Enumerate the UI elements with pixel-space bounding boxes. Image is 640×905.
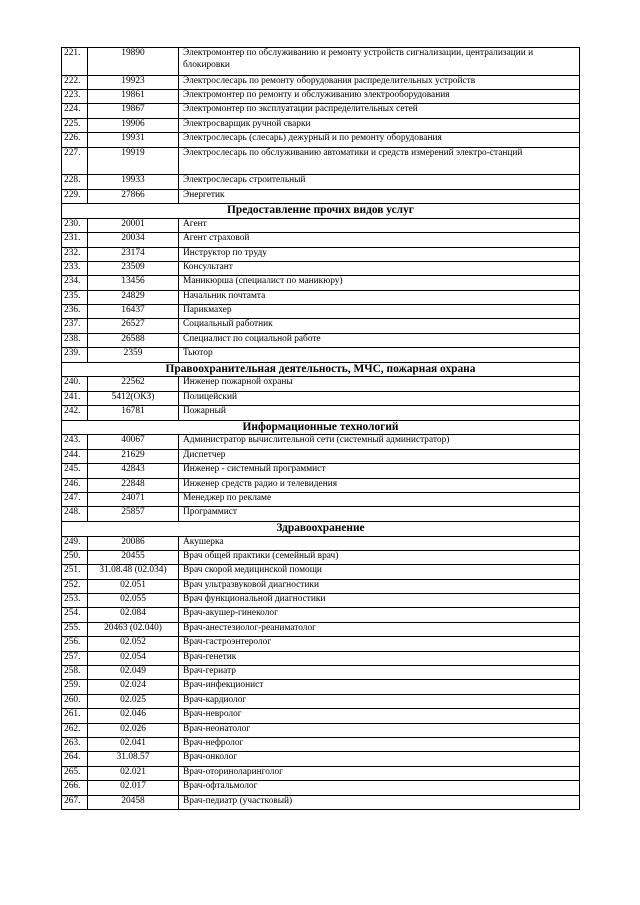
profession-code-cell: 02.021 — [88, 766, 179, 780]
profession-name-cell: Тьютор — [179, 348, 580, 362]
row-number-cell: 261. — [62, 709, 88, 723]
table-row — [62, 492, 580, 506]
profession-code-cell: 25857 — [88, 507, 179, 521]
table-row — [62, 507, 580, 521]
table-row — [62, 579, 580, 593]
row-number-cell: 251. — [62, 565, 88, 579]
profession-name-cell: Электрослесарь по обслуживанию автоматики и средств измерений электро-станций — [179, 147, 580, 175]
profession-name-cell: Врач-неонатолог — [179, 723, 580, 737]
profession-name-cell: Врач общей практики (семейный врач) — [179, 550, 580, 564]
profession-name-cell: Инженер средств радио и телевидения — [179, 478, 580, 492]
table-row — [62, 348, 580, 362]
profession-name-cell: Инженер - системный программист — [179, 464, 580, 478]
profession-name-cell: Врач-гастроэнтеролог — [179, 637, 580, 651]
profession-code-cell: 02.051 — [88, 579, 179, 593]
profession-code-cell: 19861 — [88, 89, 179, 103]
table-row — [62, 550, 580, 564]
row-number-cell: 252. — [62, 579, 88, 593]
row-number-cell: 229. — [62, 189, 88, 203]
row-number-cell: 240. — [62, 377, 88, 391]
table-row — [62, 118, 580, 132]
profession-name-cell: Акушерка — [179, 536, 580, 550]
section-title: Предоставление прочих видов услуг — [62, 203, 580, 218]
row-number-cell: 248. — [62, 507, 88, 521]
row-number-cell: 264. — [62, 752, 88, 766]
profession-code-cell: 19923 — [88, 75, 179, 89]
profession-name-cell: Маникюрша (специалист по маникюру) — [179, 276, 580, 290]
table-row — [62, 478, 580, 492]
profession-code-cell: 23174 — [88, 247, 179, 261]
row-number-cell: 255. — [62, 622, 88, 636]
table-row — [62, 608, 580, 622]
profession-code-cell: 02.049 — [88, 666, 179, 680]
table-row — [62, 709, 580, 723]
profession-code-cell: 5412(ОКЗ) — [88, 391, 179, 405]
profession-code-cell: 19906 — [88, 118, 179, 132]
row-number-cell: 243. — [62, 435, 88, 449]
profession-code-cell: 02.046 — [88, 709, 179, 723]
profession-code-cell: 02.041 — [88, 738, 179, 752]
profession-name-cell: Социальный работник — [179, 319, 580, 333]
table-row — [62, 738, 580, 752]
profession-code-cell: 02.017 — [88, 781, 179, 795]
profession-name-cell: Врач функциональной диагностики — [179, 594, 580, 608]
table-row — [62, 781, 580, 795]
row-number-cell: 222. — [62, 75, 88, 89]
row-number-cell: 246. — [62, 478, 88, 492]
profession-name-cell: Электрослесарь строительный — [179, 175, 580, 189]
profession-code-cell: 31.08.48 (02.034) — [88, 565, 179, 579]
row-number-cell: 228. — [62, 175, 88, 189]
table-row — [62, 75, 580, 89]
section-header-row — [62, 521, 580, 536]
profession-code-cell: 02.024 — [88, 680, 179, 694]
row-number-cell: 225. — [62, 118, 88, 132]
profession-code-cell: 13456 — [88, 276, 179, 290]
profession-code-cell: 02.026 — [88, 723, 179, 737]
table-row — [62, 377, 580, 391]
row-number-cell: 263. — [62, 738, 88, 752]
row-number-cell: 247. — [62, 492, 88, 506]
row-number-cell: 258. — [62, 666, 88, 680]
table-row — [62, 435, 580, 449]
profession-name-cell: Врач-нефролог — [179, 738, 580, 752]
profession-code-cell: 19933 — [88, 175, 179, 189]
profession-code-cell: 20086 — [88, 536, 179, 550]
profession-name-cell: Парикмахер — [179, 305, 580, 319]
table-row — [62, 290, 580, 304]
row-number-cell: 254. — [62, 608, 88, 622]
profession-name-cell: Электромонтер по ремонту и обслуживанию электрооборудования — [179, 89, 580, 103]
profession-name-cell: Электромонтер по обслуживанию и ремонту устройств сигнализации, централизации и блокировки — [179, 48, 580, 76]
row-number-cell: 256. — [62, 637, 88, 651]
table-row — [62, 333, 580, 347]
profession-name-cell: Электромонтер по эксплуатации распределительных сетей — [179, 104, 580, 118]
profession-code-cell: 19919 — [88, 147, 179, 175]
table-row — [62, 133, 580, 147]
profession-name-cell: Агент страховой — [179, 233, 580, 247]
profession-code-cell: 19867 — [88, 104, 179, 118]
row-number-cell: 257. — [62, 651, 88, 665]
table-row — [62, 536, 580, 550]
row-number-cell: 239. — [62, 348, 88, 362]
table-row — [62, 680, 580, 694]
row-number-cell: 249. — [62, 536, 88, 550]
profession-code-cell: 20034 — [88, 233, 179, 247]
profession-code-cell: 2359 — [88, 348, 179, 362]
profession-name-cell: Инструктор по труду — [179, 247, 580, 261]
table-row — [62, 637, 580, 651]
row-number-cell: 234. — [62, 276, 88, 290]
table-row — [62, 276, 580, 290]
row-number-cell: 253. — [62, 594, 88, 608]
profession-name-cell: Врач-невролог — [179, 709, 580, 723]
table-row — [62, 622, 580, 636]
profession-code-cell: 02.052 — [88, 637, 179, 651]
profession-code-cell: 31.08.57 — [88, 752, 179, 766]
section-header-row — [62, 420, 580, 435]
profession-name-cell: Агент — [179, 218, 580, 232]
profession-name-cell: Консультант — [179, 261, 580, 275]
table-row — [62, 48, 580, 76]
professions-table-body — [62, 48, 580, 810]
profession-name-cell: Диспетчер — [179, 449, 580, 463]
profession-name-cell: Электрослесарь (слесарь) дежурный и по ремонту оборудования — [179, 133, 580, 147]
row-number-cell: 238. — [62, 333, 88, 347]
section-title: Правоохранительная деятельность, МЧС, пожарная охрана — [62, 362, 580, 377]
table-row — [62, 694, 580, 708]
row-number-cell: 223. — [62, 89, 88, 103]
table-row — [62, 233, 580, 247]
profession-name-cell: Врач-онколог — [179, 752, 580, 766]
profession-code-cell: 16437 — [88, 305, 179, 319]
profession-code-cell: 26588 — [88, 333, 179, 347]
row-number-cell: 241. — [62, 391, 88, 405]
profession-name-cell: Программист — [179, 507, 580, 521]
table-row — [62, 147, 580, 175]
profession-code-cell: 02.054 — [88, 651, 179, 665]
profession-code-cell: 16781 — [88, 406, 179, 420]
section-header-row — [62, 203, 580, 218]
profession-code-cell: 23509 — [88, 261, 179, 275]
profession-code-cell: 02.025 — [88, 694, 179, 708]
profession-name-cell: Пожарный — [179, 406, 580, 420]
row-number-cell: 224. — [62, 104, 88, 118]
row-number-cell: 226. — [62, 133, 88, 147]
profession-code-cell: 20001 — [88, 218, 179, 232]
row-number-cell: 244. — [62, 449, 88, 463]
row-number-cell: 266. — [62, 781, 88, 795]
section-header-row — [62, 362, 580, 377]
section-title: Информационные технологий — [62, 420, 580, 435]
row-number-cell: 242. — [62, 406, 88, 420]
table-row — [62, 247, 580, 261]
profession-code-cell: 19890 — [88, 48, 179, 76]
profession-code-cell: 02.084 — [88, 608, 179, 622]
table-row — [62, 651, 580, 665]
table-row — [62, 464, 580, 478]
profession-name-cell: Начальник почтамта — [179, 290, 580, 304]
profession-name-cell: Врач ультразвуковой диагностики — [179, 579, 580, 593]
table-row — [62, 391, 580, 405]
row-number-cell: 259. — [62, 680, 88, 694]
profession-name-cell: Врач-офтальмолог — [179, 781, 580, 795]
table-row — [62, 406, 580, 420]
row-number-cell: 227. — [62, 147, 88, 175]
profession-code-cell: 27866 — [88, 189, 179, 203]
profession-code-cell: 24829 — [88, 290, 179, 304]
table-row — [62, 666, 580, 680]
table-row — [62, 89, 580, 103]
row-number-cell: 230. — [62, 218, 88, 232]
profession-code-cell: 20458 — [88, 795, 179, 809]
profession-code-cell: 22848 — [88, 478, 179, 492]
profession-name-cell: Врач-анестезиолог-реаниматолог — [179, 622, 580, 636]
profession-code-cell: 26527 — [88, 319, 179, 333]
profession-code-cell: 20455 — [88, 550, 179, 564]
profession-name-cell: Врач-акушер-гинеколог — [179, 608, 580, 622]
table-row — [62, 305, 580, 319]
row-number-cell: 267. — [62, 795, 88, 809]
table-row — [62, 175, 580, 189]
table-row — [62, 795, 580, 809]
profession-name-cell: Электросварщик ручной сварки — [179, 118, 580, 132]
row-number-cell: 233. — [62, 261, 88, 275]
row-number-cell: 245. — [62, 464, 88, 478]
profession-code-cell: 40067 — [88, 435, 179, 449]
profession-name-cell: Менеджер по рекламе — [179, 492, 580, 506]
table-row — [62, 319, 580, 333]
profession-name-cell: Врач-гериатр — [179, 666, 580, 680]
profession-code-cell: 22562 — [88, 377, 179, 391]
profession-name-cell: Полицейский — [179, 391, 580, 405]
row-number-cell: 265. — [62, 766, 88, 780]
profession-name-cell: Врач-кардиолог — [179, 694, 580, 708]
profession-code-cell: 42843 — [88, 464, 179, 478]
table-row — [62, 594, 580, 608]
professions-table — [61, 47, 580, 810]
profession-name-cell: Специалист по социальной работе — [179, 333, 580, 347]
row-number-cell: 237. — [62, 319, 88, 333]
profession-name-cell: Врач-генетик — [179, 651, 580, 665]
profession-name-cell: Администратор вычислительной сети (системный администратор) — [179, 435, 580, 449]
profession-name-cell: Врач скорой медицинской помощи — [179, 565, 580, 579]
profession-name-cell: Инженер пожарной охраны — [179, 377, 580, 391]
table-row — [62, 766, 580, 780]
profession-name-cell: Врач-педиатр (участковый) — [179, 795, 580, 809]
row-number-cell: 232. — [62, 247, 88, 261]
table-row — [62, 104, 580, 118]
table-row — [62, 723, 580, 737]
table-row — [62, 218, 580, 232]
profession-name-cell: Врач-инфекционист — [179, 680, 580, 694]
profession-code-cell: 21629 — [88, 449, 179, 463]
table-row — [62, 449, 580, 463]
table-row — [62, 189, 580, 203]
row-number-cell: 235. — [62, 290, 88, 304]
profession-code-cell: 20463 (02.040) — [88, 622, 179, 636]
profession-name-cell: Врач-оториноларинголог — [179, 766, 580, 780]
row-number-cell: 250. — [62, 550, 88, 564]
row-number-cell: 236. — [62, 305, 88, 319]
profession-code-cell: 24071 — [88, 492, 179, 506]
row-number-cell: 231. — [62, 233, 88, 247]
table-row — [62, 565, 580, 579]
profession-code-cell: 19931 — [88, 133, 179, 147]
table-row — [62, 261, 580, 275]
profession-name-cell: Энергетик — [179, 189, 580, 203]
table-row — [62, 752, 580, 766]
row-number-cell: 221. — [62, 48, 88, 76]
profession-name-cell: Электрослесарь по ремонту оборудования распределительных устройств — [179, 75, 580, 89]
section-title: Здравоохранение — [62, 521, 580, 536]
row-number-cell: 260. — [62, 694, 88, 708]
row-number-cell: 262. — [62, 723, 88, 737]
profession-code-cell: 02.055 — [88, 594, 179, 608]
